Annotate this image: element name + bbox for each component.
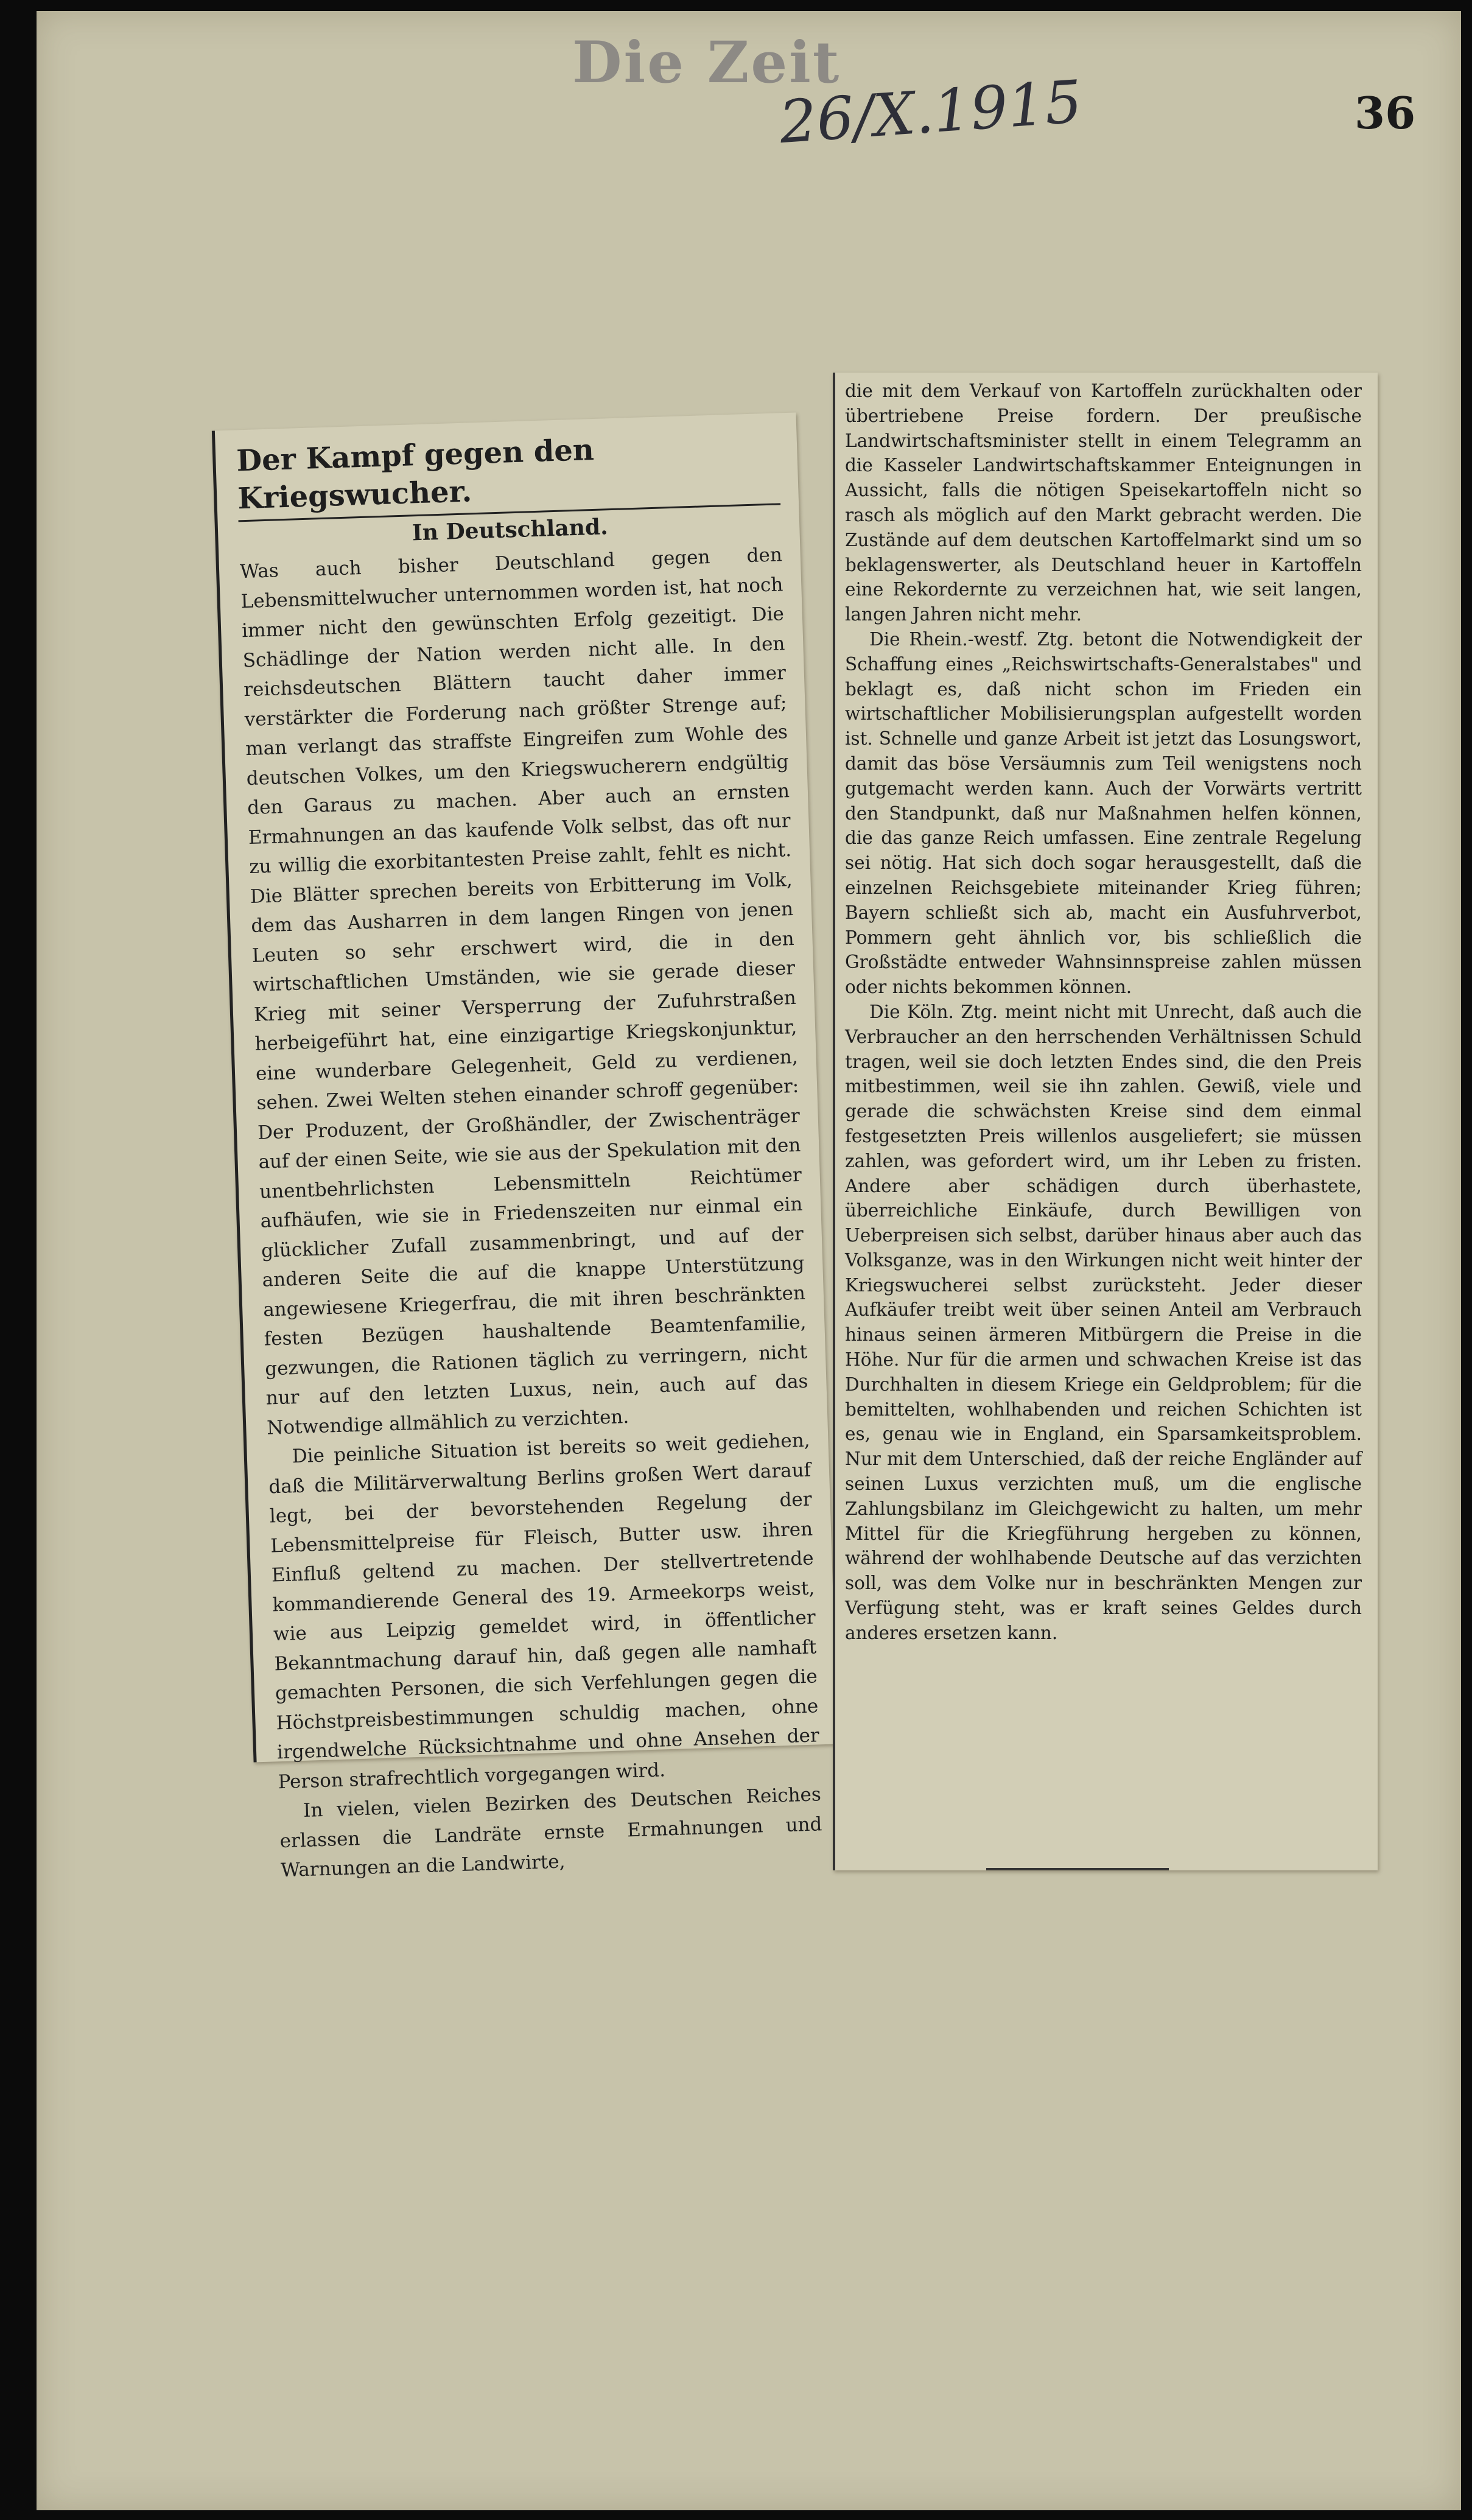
article-subheadline: In Deutschland. — [412, 514, 609, 546]
paragraph: Die Köln. Ztg. meint nicht mit Unrecht, daß auch die Verbraucher an den herrschenden Verhältnissen Schuld tragen, weil sie doch letzten Endes sind, die den Preis mitbestimmen, weil sie ihn zahlen. Gewiß, viele und gerade die schwächsten Kreise sind dem einmal festgesetzten Preis willenlos ausgeliefert; sie müssen zahlen, was gefordert wird, um ihr Leben zu fristen. Andere aber schädigen durch überhastete, überreichliche Einkäufe, durch Bewilligen von Ueberpreisen sich selbst, darüber hinaus aber auch das Volksganze, was in den Wirkungen nicht weit hinter der Kriegswucherei selbst zurücksteht. Jeder dieser Aufkäufer treibt weit über seinen Anteil am Verbrauch hinaus seinen ärmeren Mitbürgern die Preise in die Höhe. Nur für die armen und schwachen Kreise ist das Durchhalten in diesem Kriege ein Geldproblem; für die bemittelten, wohlhabenden und reichen Schichten ist es, genau wie in England, ein Sparsamkeitsproblem. Nur mit dem Unterschied, daß der reiche Engländer auf seinen Luxus verzichten muß, um die englische Zahlungsbilanz im Gleichgewicht zu halten, um mehr Mittel für die Kriegführung hergeben zu können, während der wohlhabende Deutsche auf das verzichten soll, was dem Volke nur in beschränkten Mengen zur Verfügung steht, was er kraft seines Geldes durch anderes ersetzen kann. — [845, 1001, 1362, 1643]
clipping-right — [833, 373, 1378, 1870]
page-number: 36 — [1355, 87, 1416, 139]
clipping-left — [212, 412, 838, 1882]
paragraph: Die Rhein.-westf. Ztg. betont die Notwendigkeit der Schaffung eines „Reichswirtschafts-Generalstabes" und beklagt es, daß nicht schon im Frieden ein wirtschaftlicher Mobilisierungsplan aufgestellt worden ist. Schnelle und ganze Arbeit ist jetzt das Losungswort, damit das böse Versäumnis zum Teil wenigstens noch gutgemacht werden kann. Auch der Vorwärts vertritt den Standpunkt, daß nur Maßnahmen helfen können, die das ganze Reich umfassen. Eine zentrale Regelung sei nötig. Hat sich doch sogar herausgestellt, daß die einzelnen Reichsgebiete miteinander Krieg führen; Bayern schließt sich ab, macht ein Ausfuhrverbot, Pommern geht ähnlich vor, bis schließlich die Großstädte entweder Wahnsinnspreise zahlen müssen oder nichts bekommen können. — [845, 628, 1362, 998]
article-headline: Der Kampf gegen den Kriegswucher. — [236, 425, 780, 522]
newspaper-stamp: Die Zeit — [572, 29, 841, 96]
column-end-rule — [986, 1868, 1169, 1870]
paragraph: die mit dem Verkauf von Kartoffeln zurückhalten oder übertriebene Preise fordern. Der preußische Landwirtschaftsminister stellt in einem Telegramm an die Kasseler Landwirtschaftskammer Enteignungen in Aussicht, falls die nötigen Speisekartoffeln nicht so rasch als möglich auf den Markt gebracht werden. Die Zustände auf dem deutschen Kartoffelmarkt sind um so beklagenswerter, als Deutschland heuer in Kartoffeln eine Rekordernte zu verzeichnen hat, wie seit langen, langen Jahren nicht mehr. — [845, 381, 1362, 625]
handwritten-date: 26/X.1915 — [777, 67, 1084, 157]
paragraph: Was auch bisher Deutschland gegen den Lebensmittelwucher unternommen worden ist, hat noch immer nicht den gewünschten Erfolg gezeitigt. Die Schädlinge der Nation werden nicht alle. In den reichsdeutschen Blättern taucht daher immer verstärkter die Forderung nach größter Strenge auf; man verlangt das straffste Eingreifen zum Wohle des deutschen Volkes, um den Kriegswucherern endgültig den Garaus zu machen. Aber auch an ernsten Ermahnungen an das kaufende Volk selbst, das oft nur zu willig die exorbitantesten Preise zahlt, fehlt es nicht. Die Blätter sprechen bereits von Erbitterung im Volk, dem das Ausharren in dem langen Ringen von jenen Leuten so sehr erschwert wird, die in den wirtschaftlichen Umständen, wie sie gerade dieser Krieg mit seiner Versperrung der Zufuhrstraßen herbeigeführt hat, eine einzigartige Kriegskonjunktur, eine wunderbare Gelegenheit, Geld zu verdienen, sehen. Zwei Welten stehen einander schroff gegenüber: Der Produzent, der Großhändler, der Zwischenträger auf der einen Seite, wie sie aus der Spekulation mit den unentbehrlichsten Lebensmitteln Reichtümer aufhäufen, wie sie in Friedenszeiten nur einmal ein glücklicher Zufall zusammenbringt, und auf der anderen Seite die auf die knappe Unterstützung angewiesene Kriegerfrau, die mit ihren beschränkten festen Bezügen haushaltende Beamtenfamilie, gezwungen, die Rationen täglich zu verringern, nicht nur auf den letzten Luxus, nein, auch auf das Notwendige allmählich zu verzichten. — [239, 544, 808, 1439]
paragraph: In vielen, vielen Bezirken des Deutschen Reiches erlassen die Landräte ernste Ermahnungen und Warnungen an die Landwirte, — [279, 1783, 822, 1882]
paragraph: Die peinliche Situation ist bereits so weit gediehen, daß die Militärverwaltung Berlins großen Wert darauf legt, bei der bevorstehenden Regelung der Lebensmittelpreise für Fleisch, Butter usw. ihren Einfluß geltend zu machen. Der stellvertretende kommandierende General des 19. Armeekorps weist, wie aus Leipzig gemeldet wird, in öffentlicher Bekanntmachung darauf hin, daß gegen alle namhaft gemachten Personen, die sich Verfehlungen gegen die Höchstpreisbestimmungen schuldig machen, ohne irgendwelche Rücksichtnahme und ohne Ansehen der Person strafrechtlich vorgegangen wird. — [268, 1429, 820, 1793]
